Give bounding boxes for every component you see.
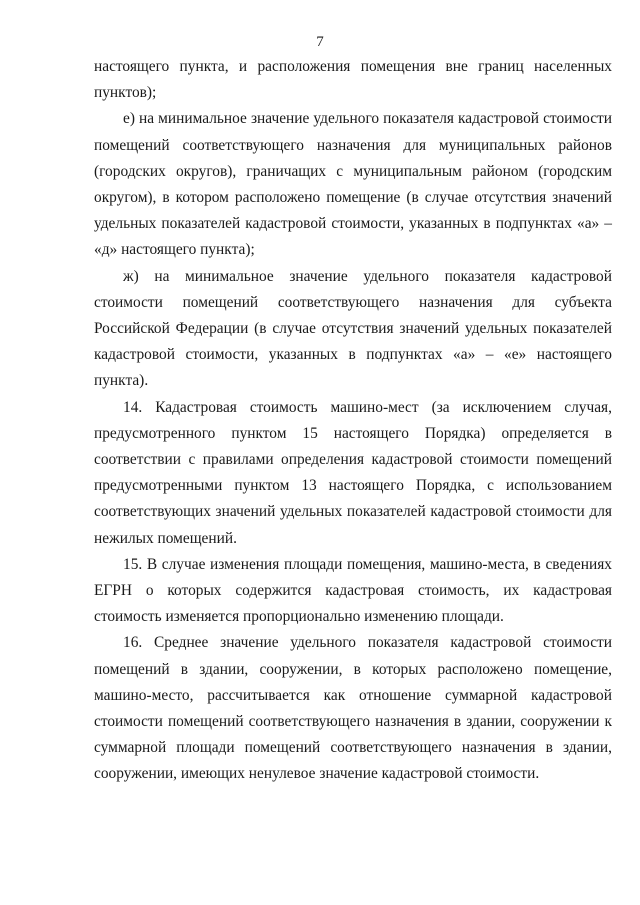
paragraph-subitem-zh: ж) на минимальное значение удельного показателя кадастровой стоимости помещений соответствующего назначения для субъекта Российской Федерации (в случае отсутствия значений удельных показателей кадастровой стоимости, указанных в подпунктах «а» – «е» настоящего пункта). bbox=[94, 267, 612, 390]
document-body bbox=[94, 54, 612, 788]
page-number: 7 bbox=[316, 34, 324, 50]
paragraph-subitem-e: е) на минимальное значение удельного показателя кадастровой стоимости помещений соответствующего назначения для муниципальных районов (городских округов), граничащих с муниципальным районом (городским округом), в котором расположено помещение (в случае отсутствия значений удельных показателей кадастровой стоимости, указанных в подпунктах «а» – «д» настоящего пункта); bbox=[94, 110, 612, 259]
paragraph-continuation: настоящего пункта, и расположения помещения вне границ населенных пунктов); bbox=[94, 58, 612, 102]
paragraph-item-15: 15. В случае изменения площади помещения, машино-места, в сведениях ЕГРН о которых содержится кадастровая стоимость, их кадастровая стоимость изменяется пропорционально изменению площади. bbox=[94, 555, 612, 626]
paragraph-item-14: 14. Кадастровая стоимость машино-мест (за исключением случая, предусмотренного пунктом 15 настоящего Порядка) определяется в соответствии с правилами определения кадастровой стоимости помещений предусмотренными пунктом 13 настоящего Порядка, с использованием соответствующих значений удельных показателей кадастровой стоимости для нежилых помещений. bbox=[94, 398, 612, 547]
paragraph-item-16: 16. Среднее значение удельного показателя кадастровой стоимости помещений в здании, сооружении, в которых расположено помещение, машино-место, рассчитывается как отношение суммарной кадастровой стоимости помещений соответствующего назначения в здании, сооружении к суммарной площади помещений соответствующего назначения в здании, сооружении, имеющих ненулевое значение кадастровой стоимости. bbox=[94, 634, 612, 783]
